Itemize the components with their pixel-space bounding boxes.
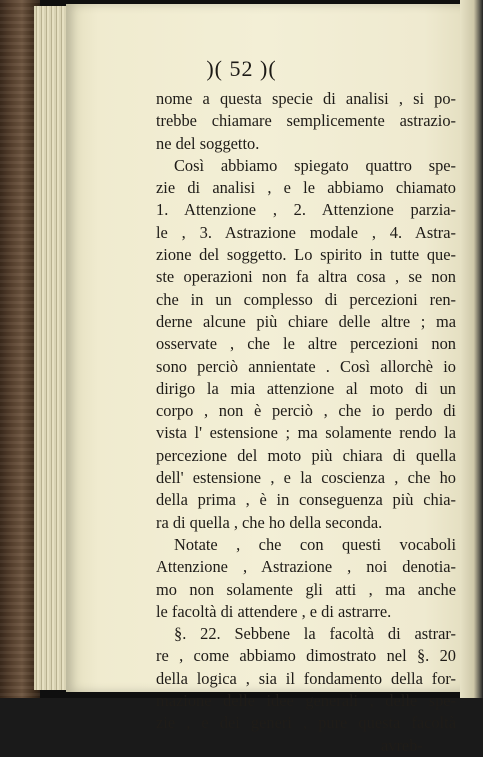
text-line: ne del soggetto.	[156, 133, 260, 153]
text-line: nome a questa specie di analisi , si po-	[156, 89, 456, 108]
text-line: §. 22. Sebbene la facoltà di astrar-	[174, 624, 456, 644]
text-line: vista l' estensione ; ma solamente rendo la	[156, 423, 456, 443]
text-line: della prima , è in conseguenza più chia-	[156, 490, 456, 510]
text-line: mazione delle idee generali , delle spe-	[156, 691, 456, 711]
text-line: 1. Attenzione , 2. Attenzione parzia-	[156, 200, 456, 220]
text-line: corpo , non è perciò , che io perdo di	[156, 401, 456, 421]
text-line: ra di quella , che ho della seconda.	[156, 512, 383, 532]
text-line: zie di analisi , e le abbiamo chiamato	[156, 178, 456, 198]
text-line: le facoltà di attendere , e di astrarre.	[156, 601, 392, 621]
text-line: zie , e dei generi , pure questa facoltà	[156, 713, 456, 733]
page-body	[156, 88, 456, 757]
text-line: osservate , che le altre percezioni non	[156, 334, 456, 354]
text-line: ste operazioni non fa altra cosa , se non	[156, 267, 456, 287]
text-line: Attenzione , Astrazione , noi denotia-	[156, 557, 456, 577]
text-line: dirigo la mia attenzione al moto di un	[156, 378, 456, 398]
text-line: che in un complesso di percezioni ren-	[156, 289, 456, 309]
text-line: sono perciò annientate . Così allorchè io	[156, 356, 456, 376]
text-line: le , 3. Astrazione modale , 4. Astra-	[156, 222, 456, 242]
catchword: avreb-	[381, 735, 423, 755]
text-line: percezione del moto più chiara di quella	[156, 445, 456, 465]
page-header: )( 52 )(	[206, 56, 277, 81]
text-line: trebbe chiamare semplicemente astrazio-	[156, 111, 456, 131]
text-line: zione del soggetto. Lo spirito in tutte que-	[156, 245, 456, 265]
text-line: dell' estensione , e la coscienza , che ho	[156, 468, 456, 488]
text-line: Così abbiamo spiegato quattro spe-	[174, 155, 456, 175]
text-line: re , come abbiamo dimostrato nel §. 20	[156, 646, 456, 666]
text-line: Notate , che con questi vocaboli	[174, 534, 456, 554]
text-line: della logica , sia il fondamento della for-	[156, 668, 456, 688]
text-line: mo non solamente gli atti , ma anche	[156, 579, 456, 599]
facing-page-edge	[460, 0, 483, 698]
text-line: derne alcune più chiare delle altre ; ma	[156, 311, 456, 331]
